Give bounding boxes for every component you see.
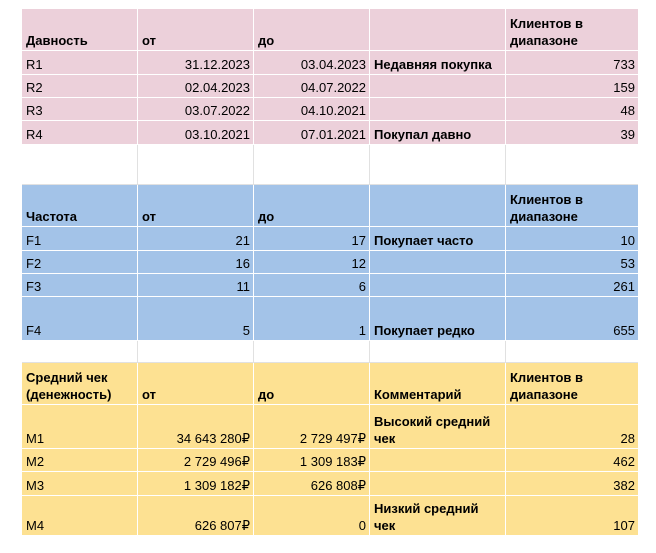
monetary-m3-label[interactable]: M3 [22, 472, 138, 496]
empty-row [22, 341, 638, 363]
monetary-m2-count[interactable]: 462 [506, 449, 638, 472]
table-row [22, 297, 638, 341]
empty-cell[interactable] [138, 341, 254, 363]
frequency-f1-to[interactable]: 17 [254, 227, 370, 251]
table-row [22, 449, 638, 472]
frequency-header-row [22, 185, 638, 227]
frequency-f4-label[interactable]: F4 [22, 297, 138, 341]
frequency-f1-label[interactable]: F1 [22, 227, 138, 251]
recency-header-label[interactable]: Давность [22, 9, 138, 51]
table-row [22, 98, 638, 121]
monetary-m2-label[interactable]: M2 [22, 449, 138, 472]
monetary-m1-count[interactable]: 28 [506, 405, 638, 449]
frequency-f4-comment[interactable]: Покупает редко [370, 297, 506, 341]
recency-r4-comment[interactable]: Покупал давно [370, 121, 506, 145]
monetary-m2-comment[interactable] [370, 449, 506, 472]
frequency-f2-label[interactable]: F2 [22, 251, 138, 274]
spreadsheet-grid [22, 9, 638, 536]
table-row [22, 227, 638, 251]
frequency-header-to[interactable]: до [254, 185, 370, 227]
monetary-m4-comment[interactable]: Низкий средний чек [370, 496, 506, 536]
recency-r3-comment[interactable] [370, 98, 506, 121]
empty-cell[interactable] [506, 341, 638, 363]
frequency-f3-label[interactable]: F3 [22, 274, 138, 297]
table-row [22, 51, 638, 75]
monetary-m1-label[interactable]: M1 [22, 405, 138, 449]
monetary-m4-to[interactable]: 0 [254, 496, 370, 536]
recency-header-comment[interactable] [370, 9, 506, 51]
empty-cell[interactable] [506, 145, 638, 185]
recency-r2-label[interactable]: R2 [22, 75, 138, 98]
table-row [22, 251, 638, 274]
table-row [22, 472, 638, 496]
table-row [22, 274, 638, 297]
monetary-m3-comment[interactable] [370, 472, 506, 496]
frequency-header-label[interactable]: Частота [22, 185, 138, 227]
frequency-header-count[interactable]: Клиентов в диапазоне [506, 185, 638, 227]
frequency-f1-comment[interactable]: Покупает часто [370, 227, 506, 251]
monetary-header-to[interactable]: до [254, 363, 370, 405]
monetary-header-comment[interactable]: Комментарий [370, 363, 506, 405]
empty-row [22, 145, 638, 185]
empty-cell[interactable] [22, 145, 138, 185]
recency-r2-comment[interactable] [370, 75, 506, 98]
monetary-m2-to[interactable]: 1 309 183₽ [254, 449, 370, 472]
recency-r2-count[interactable]: 159 [506, 75, 638, 98]
empty-cell[interactable] [138, 145, 254, 185]
recency-r4-label[interactable]: R4 [22, 121, 138, 145]
frequency-f1-from[interactable]: 21 [138, 227, 254, 251]
monetary-m3-to[interactable]: 626 808₽ [254, 472, 370, 496]
frequency-f2-count[interactable]: 53 [506, 251, 638, 274]
monetary-header-row [22, 363, 638, 405]
frequency-f4-to[interactable]: 1 [254, 297, 370, 341]
recency-r3-to[interactable]: 04.10.2021 [254, 98, 370, 121]
table-row [22, 75, 638, 98]
monetary-m1-to[interactable]: 2 729 497₽ [254, 405, 370, 449]
empty-cell[interactable] [254, 145, 370, 185]
monetary-header-from[interactable]: от [138, 363, 254, 405]
monetary-m3-count[interactable]: 382 [506, 472, 638, 496]
monetary-m3-from[interactable]: 1 309 182₽ [138, 472, 254, 496]
table-row [22, 496, 638, 536]
frequency-f3-from[interactable]: 11 [138, 274, 254, 297]
recency-r1-label[interactable]: R1 [22, 51, 138, 75]
frequency-f4-from[interactable]: 5 [138, 297, 254, 341]
monetary-m4-from[interactable]: 626 807₽ [138, 496, 254, 536]
monetary-m4-label[interactable]: M4 [22, 496, 138, 536]
recency-header-count[interactable]: Клиентов в диапазоне [506, 9, 638, 51]
table-row [22, 121, 638, 145]
recency-r1-count[interactable]: 733 [506, 51, 638, 75]
empty-cell[interactable] [254, 341, 370, 363]
monetary-header-count[interactable]: Клиентов в диапазоне [506, 363, 638, 405]
frequency-f3-to[interactable]: 6 [254, 274, 370, 297]
recency-header-row [22, 9, 638, 51]
frequency-f4-count[interactable]: 655 [506, 297, 638, 341]
recency-r1-from[interactable]: 31.12.2023 [138, 51, 254, 75]
recency-r2-to[interactable]: 04.07.2022 [254, 75, 370, 98]
frequency-header-from[interactable]: от [138, 185, 254, 227]
recency-r3-from[interactable]: 03.07.2022 [138, 98, 254, 121]
frequency-f2-comment[interactable] [370, 251, 506, 274]
empty-cell[interactable] [370, 145, 506, 185]
monetary-m2-from[interactable]: 2 729 496₽ [138, 449, 254, 472]
empty-cell[interactable] [370, 341, 506, 363]
monetary-m1-comment[interactable]: Высокий средний чек [370, 405, 506, 449]
recency-r3-label[interactable]: R3 [22, 98, 138, 121]
recency-header-from[interactable]: от [138, 9, 254, 51]
recency-r1-to[interactable]: 03.04.2023 [254, 51, 370, 75]
table-row [22, 405, 638, 449]
recency-r2-from[interactable]: 02.04.2023 [138, 75, 254, 98]
frequency-f1-count[interactable]: 10 [506, 227, 638, 251]
frequency-f3-count[interactable]: 261 [506, 274, 638, 297]
recency-header-to[interactable]: до [254, 9, 370, 51]
recency-r4-count[interactable]: 39 [506, 121, 638, 145]
frequency-header-comment[interactable] [370, 185, 506, 227]
monetary-header-label[interactable]: Средний чек (денежность) [22, 363, 138, 405]
recency-r1-comment[interactable]: Недавняя покупка [370, 51, 506, 75]
monetary-m4-count[interactable]: 107 [506, 496, 638, 536]
empty-cell[interactable] [22, 341, 138, 363]
frequency-f3-comment[interactable] [370, 274, 506, 297]
frequency-f2-to[interactable]: 12 [254, 251, 370, 274]
frequency-f2-from[interactable]: 16 [138, 251, 254, 274]
monetary-m1-from[interactable]: 34 643 280₽ [138, 405, 254, 449]
recency-r4-from[interactable]: 03.10.2021 [138, 121, 254, 145]
recency-r4-to[interactable]: 07.01.2021 [254, 121, 370, 145]
recency-r3-count[interactable]: 48 [506, 98, 638, 121]
